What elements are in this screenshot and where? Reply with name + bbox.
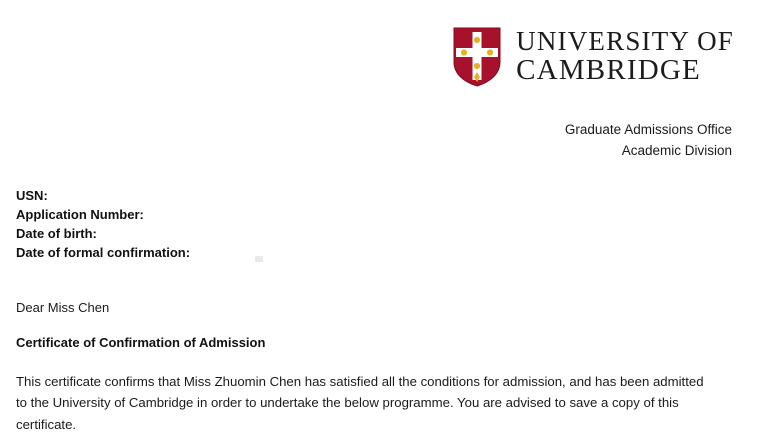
field-usn-label: USN: xyxy=(16,188,48,203)
applicant-details-block xyxy=(16,186,190,262)
university-header xyxy=(452,26,734,88)
salutation: Dear Miss Chen xyxy=(16,300,110,315)
field-date-of-formal-confirmation-label: Date of formal confirmation: xyxy=(16,245,191,261)
cambridge-crest-icon xyxy=(452,26,502,88)
wordmark-line-1: UNIVERSITY OF xyxy=(516,26,734,57)
office-line-1: Graduate Admissions Office xyxy=(564,122,732,137)
certificate-title: Certificate of Confirmation of Admission xyxy=(16,335,266,350)
field-date-of-birth xyxy=(16,224,190,243)
field-date-of-formal-confirmation xyxy=(16,243,190,262)
field-usn xyxy=(16,186,190,205)
field-application-number xyxy=(16,205,190,224)
certificate-paragraph: This certificate confirms that Miss Zhuomin Chen has satisfied all the conditions for admission, and has been admitted to the University of Cambridge in order to undertake the below programme. You are advised to save a copy of this certificate. xyxy=(16,374,704,432)
office-line-2: Academic Division xyxy=(621,142,732,158)
university-wordmark xyxy=(516,28,734,85)
office-address-block xyxy=(565,120,732,162)
field-application-number-label: Application Number: xyxy=(16,207,144,223)
scan-artifact xyxy=(255,256,263,262)
wordmark-line-2: CAMBRIDGE xyxy=(516,53,701,86)
field-date-of-birth-label: Date of birth: xyxy=(16,226,97,242)
